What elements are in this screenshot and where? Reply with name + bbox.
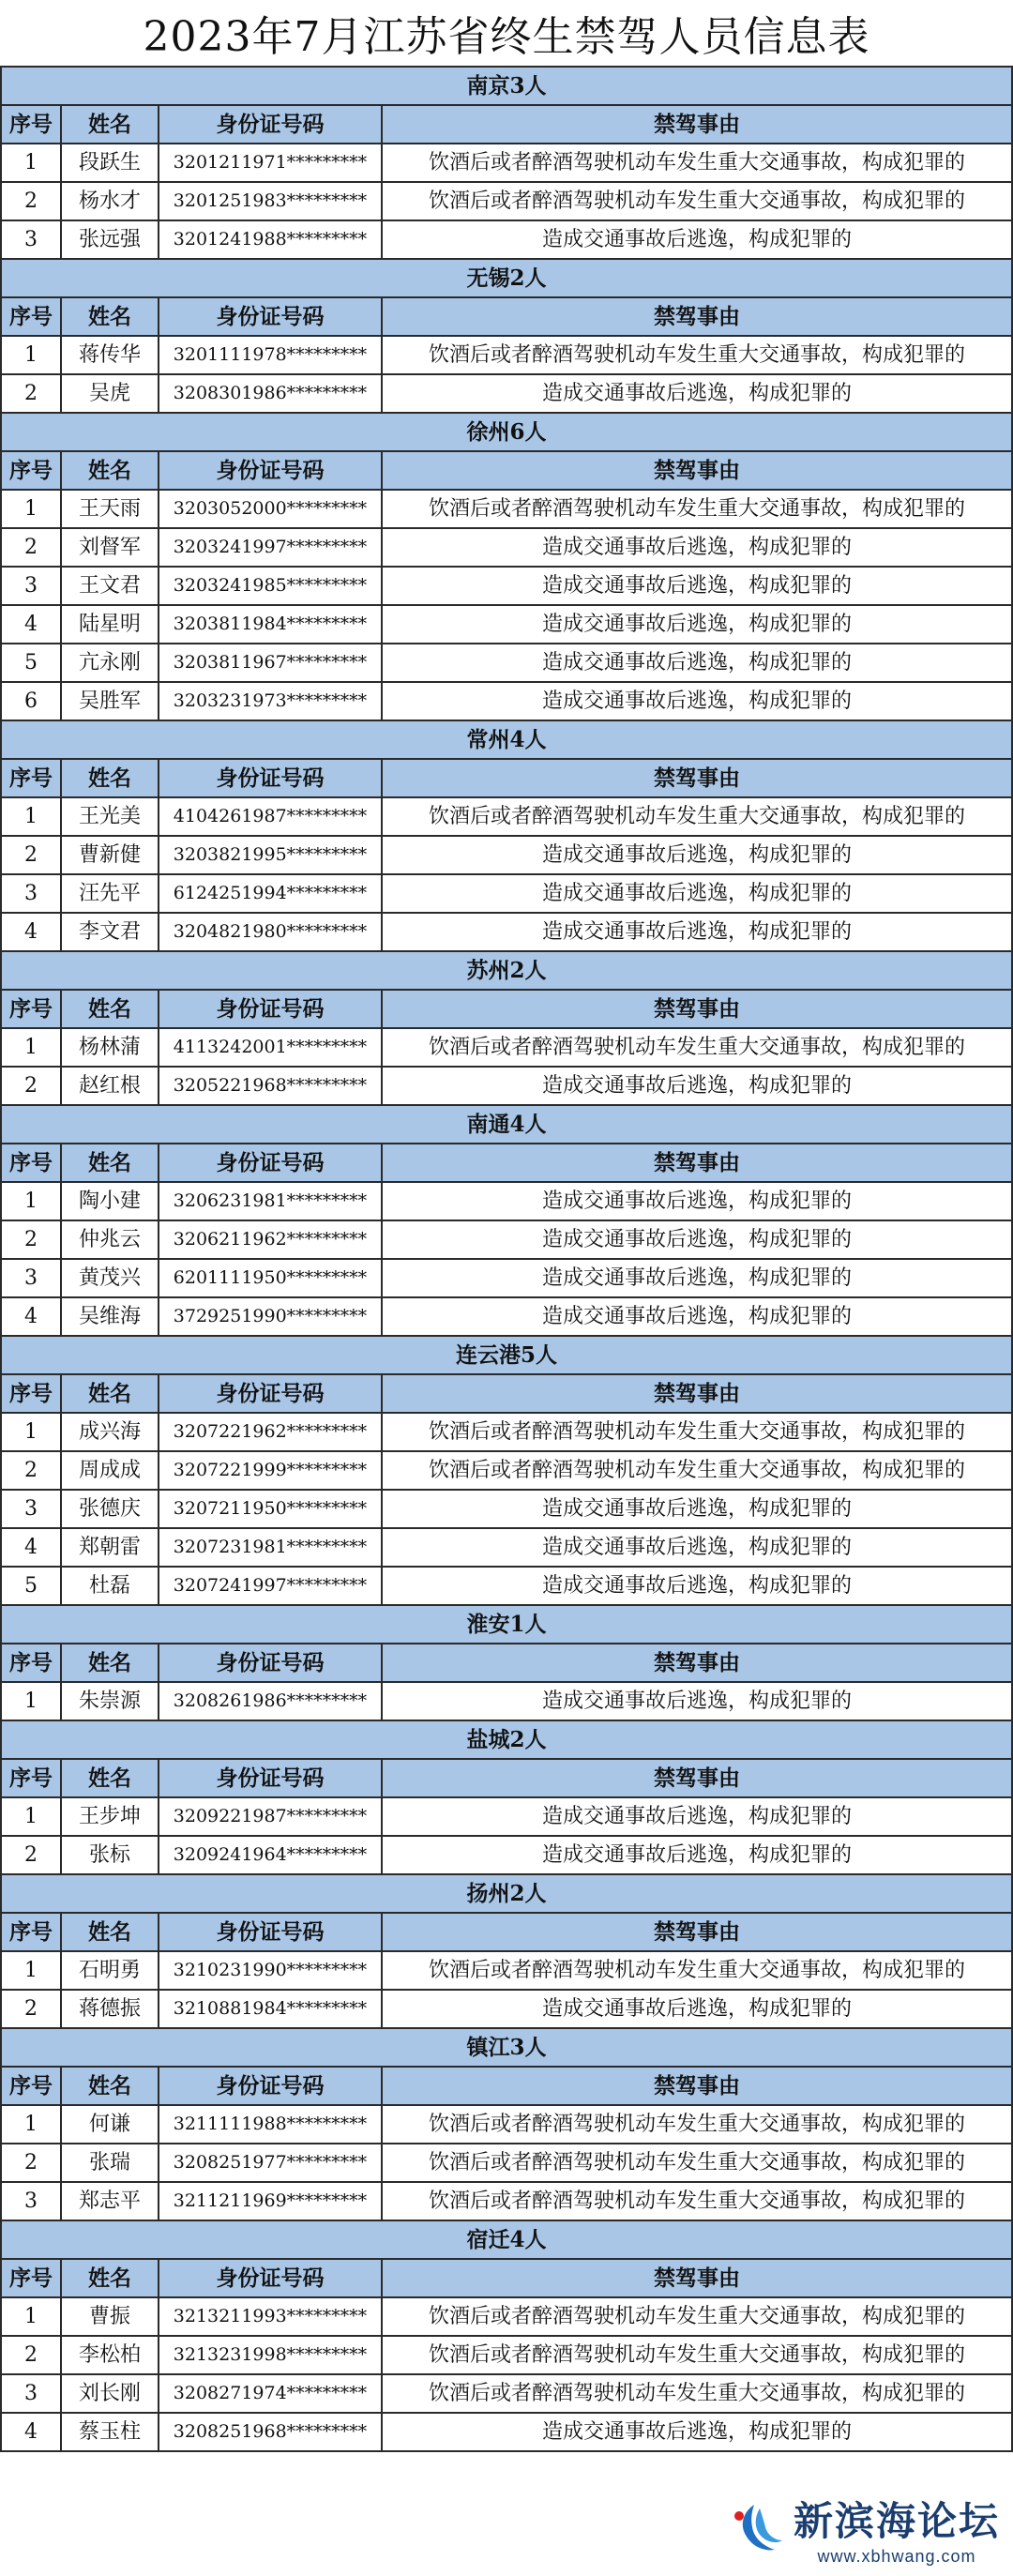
- cell-reason: 造成交通事故后逃逸，构成犯罪的: [382, 1836, 1012, 1874]
- header-no: 序号: [1, 2259, 61, 2297]
- cell-name: 郑朝雷: [61, 1528, 159, 1567]
- table-row: [1, 2105, 1012, 2144]
- header-id: 身份证号码: [159, 1374, 382, 1413]
- cell-no: 2: [1, 1220, 61, 1259]
- cell-name: 吴虎: [61, 374, 159, 413]
- cell-id: 3210881984*********: [159, 1990, 382, 2028]
- cell-no: 1: [1, 1182, 61, 1220]
- header-no: 序号: [1, 451, 61, 490]
- page-title: 2023年7月江苏省终生禁驾人员信息表: [143, 13, 870, 61]
- cell-name: 王天雨: [61, 490, 159, 528]
- table-row: [1, 1797, 1012, 1836]
- cell-reason: 饮酒后或者醉酒驾驶机动车发生重大交通事故，构成犯罪的: [382, 797, 1012, 836]
- cell-reason: 造成交通事故后逃逸，构成犯罪的: [382, 605, 1012, 644]
- watermark: [726, 2491, 1000, 2567]
- table-row: [1, 1567, 1012, 1605]
- header-reason: 禁驾事由: [382, 2067, 1012, 2105]
- cell-name: 何谦: [61, 2105, 159, 2144]
- cell-name: 曹振: [61, 2297, 159, 2336]
- cell-name: 张德庆: [61, 1490, 159, 1528]
- table-row: [1, 2144, 1012, 2182]
- cell-name: 蔡玉柱: [61, 2413, 159, 2451]
- cell-reason: 造成交通事故后逃逸，构成犯罪的: [382, 567, 1012, 605]
- header-id: 身份证号码: [159, 297, 382, 336]
- cell-name: 王文君: [61, 567, 159, 605]
- cell-name: 王步坤: [61, 1797, 159, 1836]
- cell-no: 4: [1, 2413, 61, 2451]
- cell-id: 3208301986*********: [159, 374, 382, 413]
- cell-reason: 造成交通事故后逃逸，构成犯罪的: [382, 2413, 1012, 2451]
- watermark-name: 新滨海论坛: [793, 2498, 1000, 2544]
- info-table: [0, 66, 1013, 2452]
- table-row: [1, 1836, 1012, 1874]
- cell-id: 3207231981*********: [159, 1528, 382, 1567]
- cell-reason: 饮酒后或者醉酒驾驶机动车发生重大交通事故，构成犯罪的: [382, 1413, 1012, 1451]
- cell-reason: 饮酒后或者醉酒驾驶机动车发生重大交通事故，构成犯罪的: [382, 490, 1012, 528]
- header-id: 身份证号码: [159, 2067, 382, 2105]
- table-row: [1, 605, 1012, 644]
- table-row: [1, 374, 1012, 413]
- header-id: 身份证号码: [159, 105, 382, 144]
- cell-no: 4: [1, 913, 61, 951]
- section-header: [1, 413, 1012, 451]
- cell-reason: 造成交通事故后逃逸，构成犯罪的: [382, 1528, 1012, 1567]
- header-reason: 禁驾事由: [382, 451, 1012, 490]
- cell-no: 2: [1, 836, 61, 874]
- table-row: [1, 2336, 1012, 2374]
- cell-reason: 造成交通事故后逃逸，构成犯罪的: [382, 1182, 1012, 1220]
- cell-no: 2: [1, 2336, 61, 2374]
- section-header: [1, 1105, 1012, 1144]
- cell-name: 蒋德振: [61, 1990, 159, 2028]
- cell-no: 4: [1, 1528, 61, 1567]
- table-row: [1, 1490, 1012, 1528]
- cell-name: 李文君: [61, 913, 159, 951]
- cell-id: 3201211971*********: [159, 144, 382, 182]
- cell-no: 1: [1, 490, 61, 528]
- cell-no: 1: [1, 144, 61, 182]
- header-reason: 禁驾事由: [382, 2259, 1012, 2297]
- header-no: 序号: [1, 297, 61, 336]
- table-row: [1, 1259, 1012, 1297]
- cell-name: 吴胜军: [61, 682, 159, 720]
- cell-id: 3729251990*********: [159, 1297, 382, 1336]
- cell-reason: 造成交通事故后逃逸，构成犯罪的: [382, 1490, 1012, 1528]
- header-reason: 禁驾事由: [382, 1913, 1012, 1951]
- section-title: 连云港5人: [1, 1336, 1012, 1374]
- table-row: [1, 2297, 1012, 2336]
- table-row: [1, 874, 1012, 913]
- section-header: [1, 1874, 1012, 1913]
- cell-id: 3206211962*********: [159, 1220, 382, 1259]
- cell-id: 3210231990*********: [159, 1951, 382, 1990]
- cell-name: 刘长刚: [61, 2374, 159, 2413]
- table-row: [1, 797, 1012, 836]
- section-header: [1, 951, 1012, 990]
- cell-reason: 造成交通事故后逃逸，构成犯罪的: [382, 913, 1012, 951]
- cell-id: 4113242001*********: [159, 1028, 382, 1067]
- cell-reason: 饮酒后或者醉酒驾驶机动车发生重大交通事故，构成犯罪的: [382, 2297, 1012, 2336]
- section-header: [1, 1336, 1012, 1374]
- cell-reason: 造成交通事故后逃逸，构成犯罪的: [382, 1990, 1012, 2028]
- table-row: [1, 490, 1012, 528]
- table-row: [1, 2374, 1012, 2413]
- column-header-row: [1, 2067, 1012, 2105]
- cell-no: 1: [1, 1951, 61, 1990]
- cell-id: 6124251994*********: [159, 874, 382, 913]
- section-title: 徐州6人: [1, 413, 1012, 451]
- cell-no: 2: [1, 182, 61, 220]
- cell-reason: 饮酒后或者醉酒驾驶机动车发生重大交通事故，构成犯罪的: [382, 2336, 1012, 2374]
- header-id: 身份证号码: [159, 1759, 382, 1797]
- cell-name: 朱崇源: [61, 1682, 159, 1720]
- cell-id: 3213211993*********: [159, 2297, 382, 2336]
- header-no: 序号: [1, 1144, 61, 1182]
- cell-name: 仲兆云: [61, 1220, 159, 1259]
- cell-no: 1: [1, 1413, 61, 1451]
- header-reason: 禁驾事由: [382, 1644, 1012, 1682]
- header-reason: 禁驾事由: [382, 105, 1012, 144]
- section-header: [1, 2028, 1012, 2067]
- cell-name: 段跃生: [61, 144, 159, 182]
- cell-id: 3203811967*********: [159, 644, 382, 682]
- cell-reason: 饮酒后或者醉酒驾驶机动车发生重大交通事故，构成犯罪的: [382, 2374, 1012, 2413]
- cell-no: 1: [1, 1682, 61, 1720]
- cell-no: 2: [1, 1836, 61, 1874]
- cell-no: 3: [1, 874, 61, 913]
- cell-name: 成兴海: [61, 1413, 159, 1451]
- cell-name: 陆星明: [61, 605, 159, 644]
- header-no: 序号: [1, 1374, 61, 1413]
- cell-id: 3213231998*********: [159, 2336, 382, 2374]
- cell-name: 吴维海: [61, 1297, 159, 1336]
- cell-no: 4: [1, 605, 61, 644]
- table-row: [1, 1990, 1012, 2028]
- cell-id: 3208271974*********: [159, 2374, 382, 2413]
- cell-no: 4: [1, 1297, 61, 1336]
- cell-name: 周成成: [61, 1451, 159, 1490]
- column-header-row: [1, 1644, 1012, 1682]
- cell-reason: 造成交通事故后逃逸，构成犯罪的: [382, 644, 1012, 682]
- section-title: 苏州2人: [1, 951, 1012, 990]
- header-name: 姓名: [61, 105, 159, 144]
- table-row: [1, 2413, 1012, 2451]
- cell-id: 3211211969*********: [159, 2182, 382, 2220]
- cell-reason: 造成交通事故后逃逸，构成犯罪的: [382, 1297, 1012, 1336]
- cell-id: 3208251977*********: [159, 2144, 382, 2182]
- cell-reason: 造成交通事故后逃逸，构成犯罪的: [382, 528, 1012, 567]
- cell-name: 张瑞: [61, 2144, 159, 2182]
- section-header: [1, 1720, 1012, 1759]
- table-row: [1, 1528, 1012, 1567]
- header-id: 身份证号码: [159, 1644, 382, 1682]
- header-id: 身份证号码: [159, 451, 382, 490]
- table-row: [1, 682, 1012, 720]
- column-header-row: [1, 759, 1012, 797]
- header-reason: 禁驾事由: [382, 1144, 1012, 1182]
- cell-no: 1: [1, 336, 61, 374]
- cell-name: 亢永刚: [61, 644, 159, 682]
- table-row: [1, 144, 1012, 182]
- cell-reason: 饮酒后或者醉酒驾驶机动车发生重大交通事故，构成犯罪的: [382, 1951, 1012, 1990]
- cell-no: 2: [1, 374, 61, 413]
- cell-id: 3207211950*********: [159, 1490, 382, 1528]
- section-title: 宿迁4人: [1, 2220, 1012, 2259]
- column-header-row: [1, 1144, 1012, 1182]
- table-row: [1, 528, 1012, 567]
- header-name: 姓名: [61, 759, 159, 797]
- header-name: 姓名: [61, 297, 159, 336]
- cell-reason: 造成交通事故后逃逸，构成犯罪的: [382, 1797, 1012, 1836]
- header-no: 序号: [1, 1913, 61, 1951]
- column-header-row: [1, 297, 1012, 336]
- cell-reason: 饮酒后或者醉酒驾驶机动车发生重大交通事故，构成犯罪的: [382, 336, 1012, 374]
- section-header: [1, 720, 1012, 759]
- header-no: 序号: [1, 759, 61, 797]
- cell-no: 5: [1, 1567, 61, 1605]
- cell-name: 李松柏: [61, 2336, 159, 2374]
- header-reason: 禁驾事由: [382, 1759, 1012, 1797]
- header-name: 姓名: [61, 451, 159, 490]
- table-row: [1, 1951, 1012, 1990]
- table-row: [1, 913, 1012, 951]
- cell-no: 3: [1, 1490, 61, 1528]
- cell-id: 3207221999*********: [159, 1451, 382, 1490]
- cell-id: 6201111950*********: [159, 1259, 382, 1297]
- cell-reason: 饮酒后或者醉酒驾驶机动车发生重大交通事故，构成犯罪的: [382, 2105, 1012, 2144]
- cell-id: 3209241964*********: [159, 1836, 382, 1874]
- section-title: 常州4人: [1, 720, 1012, 759]
- section-title: 扬州2人: [1, 1874, 1012, 1913]
- cell-reason: 造成交通事故后逃逸，构成犯罪的: [382, 1567, 1012, 1605]
- cell-no: 3: [1, 567, 61, 605]
- column-header-row: [1, 1374, 1012, 1413]
- cell-no: 2: [1, 2144, 61, 2182]
- cell-no: 1: [1, 797, 61, 836]
- column-header-row: [1, 2259, 1012, 2297]
- cell-id: 3205221968*********: [159, 1067, 382, 1105]
- cell-no: 1: [1, 2297, 61, 2336]
- cell-reason: 造成交通事故后逃逸，构成犯罪的: [382, 1259, 1012, 1297]
- header-no: 序号: [1, 2067, 61, 2105]
- header-id: 身份证号码: [159, 1144, 382, 1182]
- cell-reason: 造成交通事故后逃逸，构成犯罪的: [382, 836, 1012, 874]
- cell-no: 3: [1, 2182, 61, 2220]
- column-header-row: [1, 451, 1012, 490]
- cell-reason: 造成交通事故后逃逸，构成犯罪的: [382, 874, 1012, 913]
- cell-name: 王光美: [61, 797, 159, 836]
- table-row: [1, 1297, 1012, 1336]
- section-header: [1, 67, 1012, 105]
- cell-id: 3208261986*********: [159, 1682, 382, 1720]
- cell-reason: 饮酒后或者醉酒驾驶机动车发生重大交通事故，构成犯罪的: [382, 182, 1012, 220]
- header-id: 身份证号码: [159, 990, 382, 1028]
- table-row: [1, 1182, 1012, 1220]
- cell-reason: 饮酒后或者醉酒驾驶机动车发生重大交通事故，构成犯罪的: [382, 2182, 1012, 2220]
- cell-id: 3203811984*********: [159, 605, 382, 644]
- column-header-row: [1, 990, 1012, 1028]
- cell-reason: 造成交通事故后逃逸，构成犯罪的: [382, 1682, 1012, 1720]
- cell-name: 郑志平: [61, 2182, 159, 2220]
- header-id: 身份证号码: [159, 1913, 382, 1951]
- cell-id: 3204821980*********: [159, 913, 382, 951]
- section-title: 南通4人: [1, 1105, 1012, 1144]
- cell-id: 3201251983*********: [159, 182, 382, 220]
- cell-id: 4104261987*********: [159, 797, 382, 836]
- cell-name: 汪先平: [61, 874, 159, 913]
- column-header-row: [1, 1913, 1012, 1951]
- header-name: 姓名: [61, 1759, 159, 1797]
- table-row: [1, 2182, 1012, 2220]
- header-name: 姓名: [61, 1374, 159, 1413]
- cell-name: 石明勇: [61, 1951, 159, 1990]
- cell-name: 刘督军: [61, 528, 159, 567]
- cell-name: 陶小建: [61, 1182, 159, 1220]
- cell-reason: 饮酒后或者醉酒驾驶机动车发生重大交通事故，构成犯罪的: [382, 2144, 1012, 2182]
- cell-no: 3: [1, 220, 61, 259]
- cell-no: 1: [1, 1797, 61, 1836]
- header-no: 序号: [1, 1759, 61, 1797]
- section-title: 镇江3人: [1, 2028, 1012, 2067]
- cell-no: 2: [1, 1990, 61, 2028]
- section-header: [1, 2220, 1012, 2259]
- section-title: 无锡2人: [1, 259, 1012, 297]
- column-header-row: [1, 105, 1012, 144]
- header-no: 序号: [1, 105, 61, 144]
- header-no: 序号: [1, 1644, 61, 1682]
- cell-id: 3203241997*********: [159, 528, 382, 567]
- cell-name: 蒋传华: [61, 336, 159, 374]
- header-reason: 禁驾事由: [382, 990, 1012, 1028]
- section-title: 南京3人: [1, 67, 1012, 105]
- cell-reason: 饮酒后或者醉酒驾驶机动车发生重大交通事故，构成犯罪的: [382, 144, 1012, 182]
- header-reason: 禁驾事由: [382, 1374, 1012, 1413]
- cell-id: 3203052000*********: [159, 490, 382, 528]
- table-row: [1, 836, 1012, 874]
- cell-reason: 饮酒后或者醉酒驾驶机动车发生重大交通事故，构成犯罪的: [382, 1028, 1012, 1067]
- table-row: [1, 1451, 1012, 1490]
- cell-no: 1: [1, 1028, 61, 1067]
- cell-id: 3203231973*********: [159, 682, 382, 720]
- cell-reason: 造成交通事故后逃逸，构成犯罪的: [382, 220, 1012, 259]
- cell-id: 3207241997*********: [159, 1567, 382, 1605]
- cell-name: 杨林蒲: [61, 1028, 159, 1067]
- cell-name: 张标: [61, 1836, 159, 1874]
- cell-id: 3209221987*********: [159, 1797, 382, 1836]
- header-reason: 禁驾事由: [382, 759, 1012, 797]
- cell-reason: 造成交通事故后逃逸，构成犯罪的: [382, 374, 1012, 413]
- cell-id: 3203241985*********: [159, 567, 382, 605]
- cell-reason: 造成交通事故后逃逸，构成犯罪的: [382, 682, 1012, 720]
- cell-id: 3211111988*********: [159, 2105, 382, 2144]
- table-row: [1, 567, 1012, 605]
- cell-id: 3206231981*********: [159, 1182, 382, 1220]
- cell-id: 3203821995*********: [159, 836, 382, 874]
- header-name: 姓名: [61, 2259, 159, 2297]
- cell-name: 杨水才: [61, 182, 159, 220]
- cell-no: 2: [1, 528, 61, 567]
- table-row: [1, 1067, 1012, 1105]
- cell-no: 1: [1, 2105, 61, 2144]
- table-row: [1, 182, 1012, 220]
- table-row: [1, 220, 1012, 259]
- cell-no: 2: [1, 1451, 61, 1490]
- table-row: [1, 1220, 1012, 1259]
- cell-id: 3201111978*********: [159, 336, 382, 374]
- header-name: 姓名: [61, 1644, 159, 1682]
- cell-name: 黄茂兴: [61, 1259, 159, 1297]
- section-title: 盐城2人: [1, 1720, 1012, 1759]
- section-title: 淮安1人: [1, 1605, 1012, 1644]
- header-name: 姓名: [61, 1144, 159, 1182]
- cell-name: 曹新健: [61, 836, 159, 874]
- table-row: [1, 1028, 1012, 1067]
- section-header: [1, 259, 1012, 297]
- cell-no: 3: [1, 2374, 61, 2413]
- cell-reason: 造成交通事故后逃逸，构成犯罪的: [382, 1220, 1012, 1259]
- column-header-row: [1, 1759, 1012, 1797]
- table-row: [1, 1682, 1012, 1720]
- cell-id: 3208251968*********: [159, 2413, 382, 2451]
- table-row: [1, 1413, 1012, 1451]
- section-header: [1, 1605, 1012, 1644]
- cell-no: 6: [1, 682, 61, 720]
- cell-no: 2: [1, 1067, 61, 1105]
- header-name: 姓名: [61, 2067, 159, 2105]
- header-no: 序号: [1, 990, 61, 1028]
- cell-name: 张远强: [61, 220, 159, 259]
- header-reason: 禁驾事由: [382, 297, 1012, 336]
- cell-reason: 饮酒后或者醉酒驾驶机动车发生重大交通事故，构成犯罪的: [382, 1451, 1012, 1490]
- forum-logo-icon: [726, 2499, 786, 2559]
- header-id: 身份证号码: [159, 2259, 382, 2297]
- cell-name: 杜磊: [61, 1567, 159, 1605]
- cell-id: 3201241988*********: [159, 220, 382, 259]
- table-row: [1, 644, 1012, 682]
- table-row: [1, 336, 1012, 374]
- cell-reason: 造成交通事故后逃逸，构成犯罪的: [382, 1067, 1012, 1105]
- cell-no: 3: [1, 1259, 61, 1297]
- header-name: 姓名: [61, 990, 159, 1028]
- header-name: 姓名: [61, 1913, 159, 1951]
- watermark-url: www.xbhwang.com: [817, 2547, 976, 2566]
- header-id: 身份证号码: [159, 759, 382, 797]
- cell-id: 3207221962*********: [159, 1413, 382, 1451]
- cell-no: 5: [1, 644, 61, 682]
- cell-name: 赵红根: [61, 1067, 159, 1105]
